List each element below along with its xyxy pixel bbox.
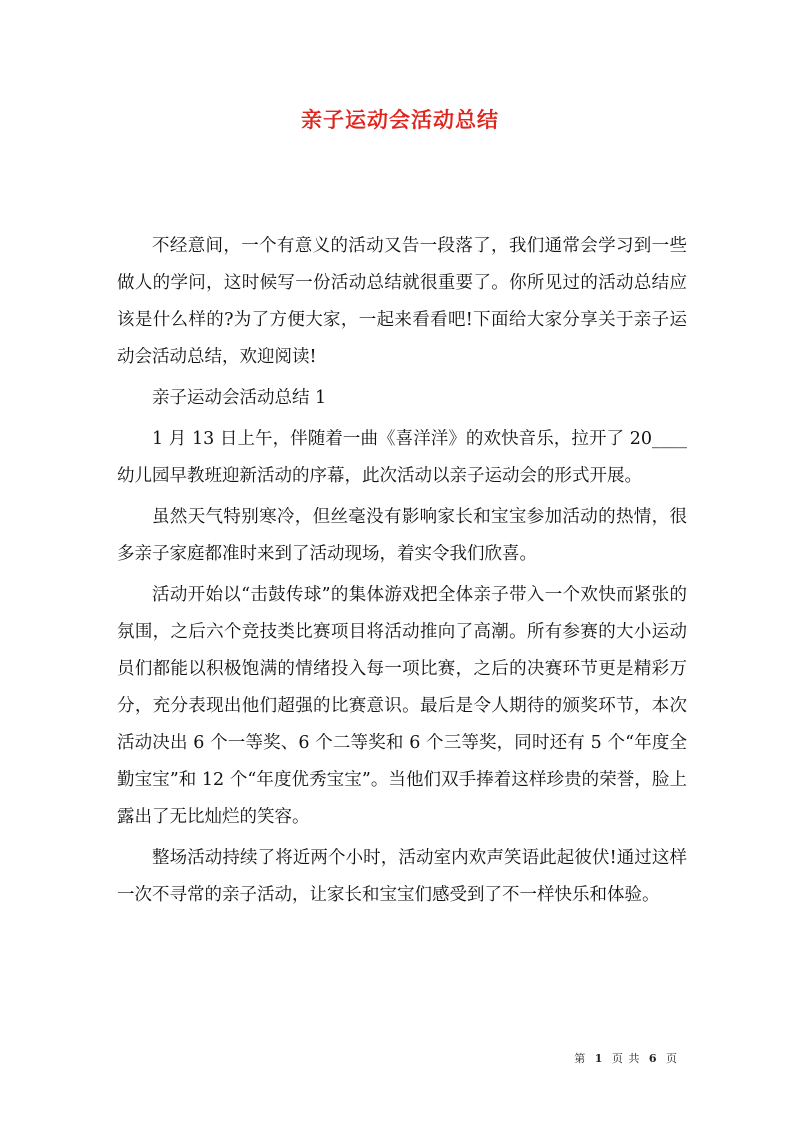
footer-prefix: 第 [574, 1052, 587, 1065]
body-paragraph: 活动开始以“击鼓传球”的集体游戏把全体亲子带入一个欢快而紧张的氛围，之后六个竞技类比赛项目将活动推向了高潮。所有参赛的大小运动员们都能以积极饱满的情绪投入每一项比赛，之后的决赛环节更是精彩万分，充分表现出他们超强的比赛意识。最后是令人期待的颁奖环节，本次活动决出 6 个一等奖、6 个二等奖和 6 个三等奖，同时还有 5 个“年度全勤宝宝”和 12 个“年度优秀宝宝”。当他们双手捧着这样珍贵的荣誉，脸上露出了无比灿烂的笑容。 [117, 585, 687, 827]
page-number-footer [0, 1050, 680, 1066]
total-pages-number: 6 [648, 1052, 658, 1065]
document-body [117, 228, 687, 918]
intro-paragraph: 不经意间，一个有意义的活动又告一段落了，我们通常会学习到一些做人的学问，这时候写一份活动总结就很重要了。你所见过的活动总结应该是什么样的?为了方便大家，一起来看看吧!下面给大家分享关于亲子运动会活动总结，欢迎阅读! [117, 236, 687, 367]
body-paragraph: 虽然天气特别寒冷，但丝毫没有影响家长和宝宝参加活动的热情，很多亲子家庭都准时来到了活动现场，着实令我们欣喜。 [117, 507, 687, 564]
current-page-number: 1 [594, 1052, 604, 1065]
body-paragraph: 1 月 13 日上午，伴随着一曲《喜洋洋》的欢快音乐，拉开了 20____幼儿园早教班迎新活动的序幕，此次活动以亲子运动会的形式开展。 [117, 429, 687, 486]
footer-suffix: 页 [666, 1052, 678, 1065]
page-title: 亲子运动会活动总结 [301, 107, 499, 132]
body-paragraph: 整场活动持续了将近两个小时，活动室内欢声笑语此起彼伏!通过这样一次不寻常的亲子活动，让家长和宝宝们感受到了不一样快乐和体验。 [117, 848, 687, 905]
section-heading: 亲子运动会活动总结 1 [152, 388, 327, 408]
footer-mid: 页 共 [611, 1052, 641, 1065]
